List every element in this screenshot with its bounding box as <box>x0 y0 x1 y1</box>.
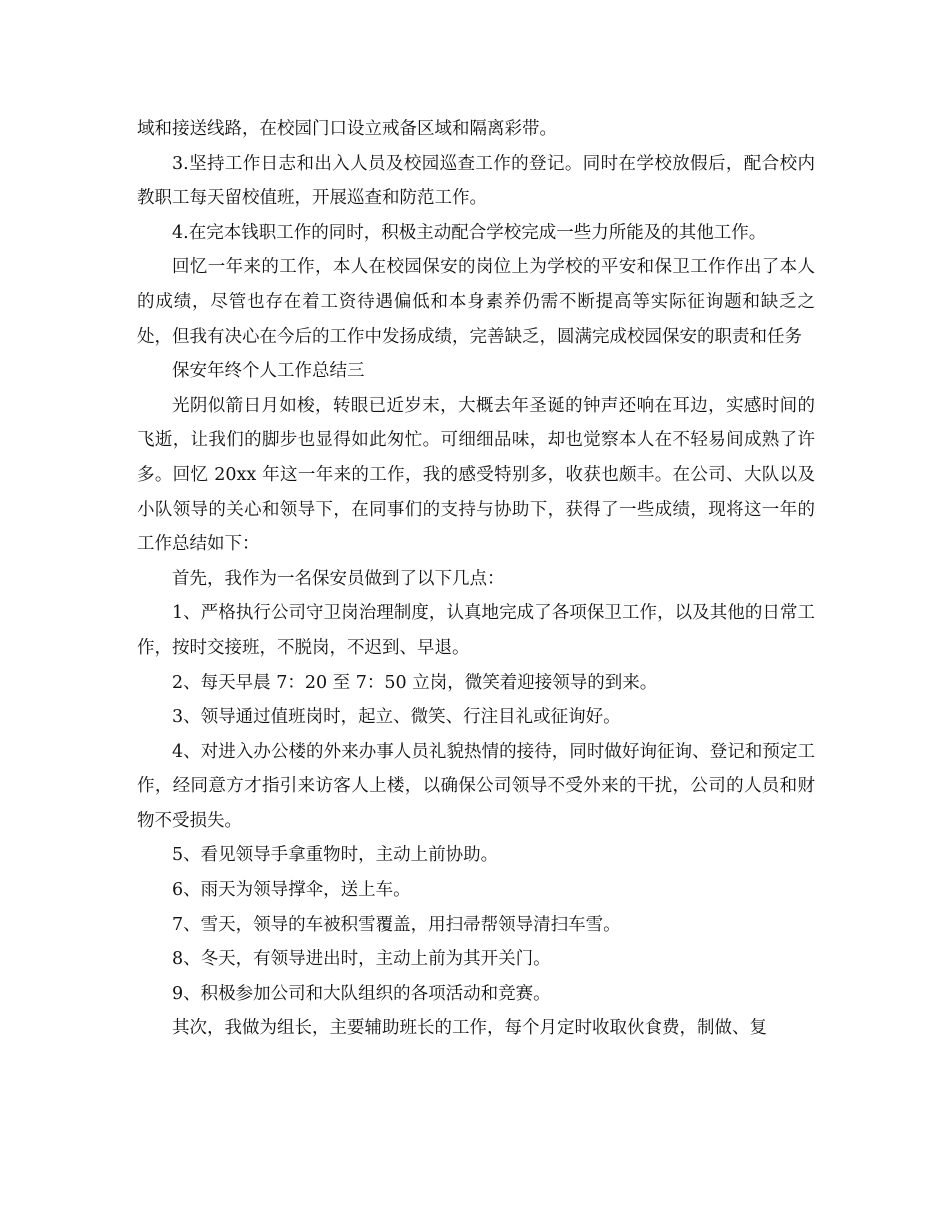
paragraph: 光阴似箭日月如梭，转眼已近岁末，大概去年圣诞的钟声还响在耳边，实感时间的飞逝，让我们的脚步也显得如此匆忙。可细细品味，却也觉察本人在不轻易间成熟了许多。回忆 20xx 年这一年来的工作，我的感受特别多，收获也颇丰。在公司、大队以及小队领导的关心和领导下，在同事们的支持与协助下，获得了一些成绩，现将这一年的工作总结如下： <box>137 395 815 555</box>
list-item: 2、每天早晨 7：20 至 7：50 立岗，微笑着迎接领导的到来。 <box>172 672 658 693</box>
list-item: 4、对进入办公楼的外来办事人员礼貌热情的接待，同时做好询征询、登记和预定工作，经同意方才指引来访客人上楼，以确保公司领导不受外来的干扰，公司的人员和财物不受损失。 <box>137 741 815 831</box>
list-item: 9、积极参加公司和大队组织的各项活动和竞赛。 <box>172 983 551 1004</box>
paragraph: 4.在完本钱职工作的同时，积极主动配合学校完成一些力所能及的其他工作。 <box>172 222 767 243</box>
paragraph: 3.坚持工作日志和出入人员及校园巡查工作的登记。同时在学校放假后，配合校内教职工每天留校值班，开展巡查和防范工作。 <box>137 153 815 209</box>
paragraph: 回忆一年来的工作，本人在校园保安的岗位上为学校的平安和保卫工作作出了本人的成绩，尽管也存在着工资待遇偏低和本身素养仍需不断提高等实际征询题和缺乏之处，但我有决心在今后的工作中发扬成绩，完善缺乏，圆满完成校园保安的职责和任务 <box>137 257 815 347</box>
paragraph: 其次，我做为组长，主要辅助班长的工作，每个月定时收取伙食费，制做、复 <box>172 1018 767 1039</box>
list-item: 6、雨天为领导撑伞，送上车。 <box>172 880 411 901</box>
paragraph: 域和接送线路，在校园门口设立戒备区域和隔离彩带。 <box>137 119 557 139</box>
list-item: 3、领导通过值班岗时，起立、微笑、行注目礼或征询好。 <box>172 707 621 728</box>
list-item: 1、严格执行公司守卫岗治理制度，认真地完成了各项保卫工作，以及其他的日常工作，按时交接班，不脱岗，不迟到、早退。 <box>137 603 815 658</box>
document-body <box>137 112 815 1046</box>
section-heading: 保安年终个人工作总结三 <box>172 361 365 382</box>
list-item: 5、看见领导手拿重物时，主动上前协助。 <box>172 845 499 866</box>
paragraph: 首先，我作为一名保安员做到了以下几点： <box>172 568 505 589</box>
list-item: 7、雪天，领导的车被积雪覆盖，用扫帚帮领导清扫车雪。 <box>172 914 621 935</box>
list-item: 8、冬天，有领导进出时，主动上前为其开关门。 <box>172 949 551 970</box>
